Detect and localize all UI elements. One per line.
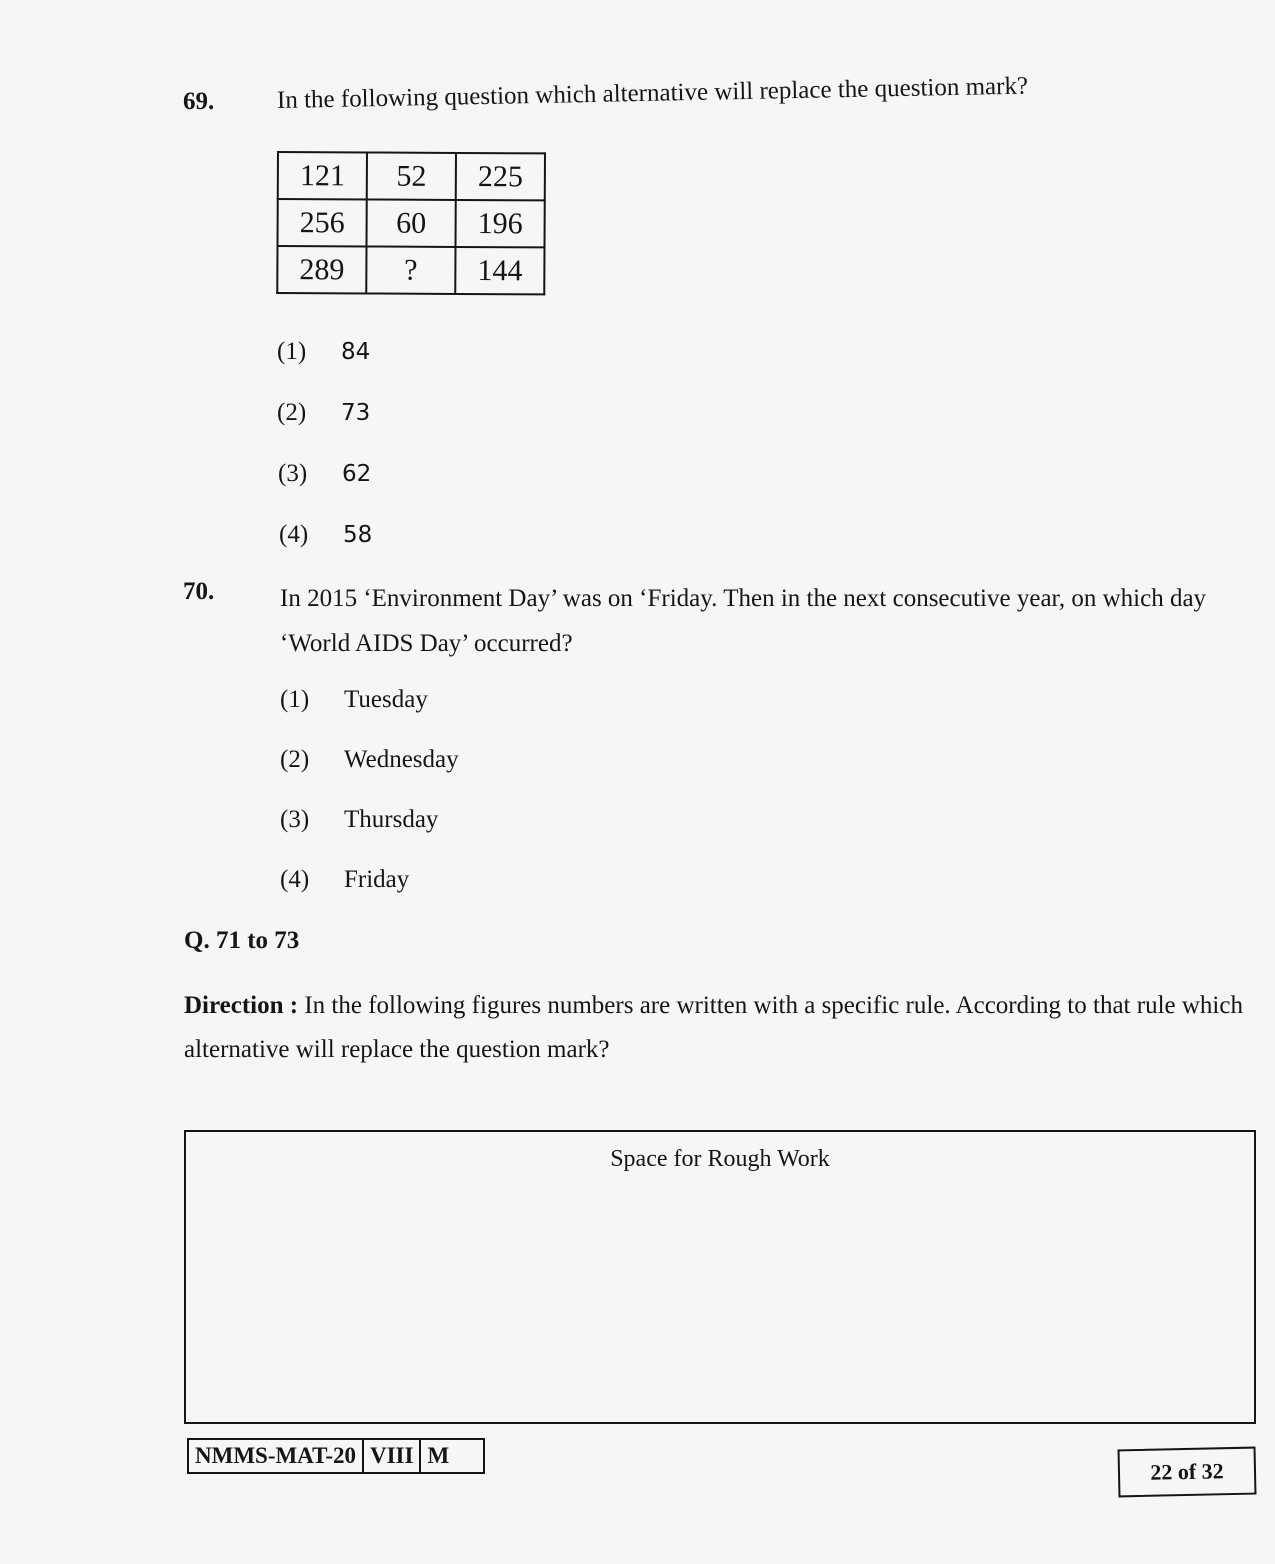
option-number: (3) [278, 460, 308, 487]
grid-row [278, 152, 545, 200]
option-number: (2) [277, 399, 307, 426]
option-value: Tuesday [344, 686, 428, 713]
section-heading: Q. 71 to 73 [184, 927, 300, 954]
question-70-text-line1: In 2015 ‘Environment Day’ was on ‘Friday. Then in the next consecutive year, on which day [280, 585, 1207, 612]
direction-label: Direction : [184, 992, 299, 1019]
number-grid [276, 151, 546, 295]
grid-cell-question-mark: ? [366, 246, 455, 293]
grid-cell: 289 [277, 246, 366, 293]
option-number: (1) [280, 686, 310, 713]
question-70-number: 70. [183, 578, 215, 605]
option-number: (2) [280, 746, 310, 773]
option-value: 58 [343, 522, 373, 548]
option-value: 73 [341, 400, 371, 426]
grid-cell: 121 [278, 152, 367, 199]
q70-option-4 [280, 866, 409, 894]
option-number: (4) [279, 521, 309, 548]
q69-option-3 [278, 460, 371, 488]
grid-cell: 196 [456, 200, 545, 247]
medium-label: M [427, 1443, 450, 1468]
q70-option-3 [280, 806, 438, 834]
question-69-text: In the following question which alternative will replace the question mark? [276, 72, 1029, 114]
grid-cell: 52 [367, 152, 456, 199]
q70-option-2 [280, 746, 459, 774]
grid-cell: 144 [455, 247, 544, 294]
page-number: 22 of 32 [1118, 1447, 1257, 1498]
question-70-text-line2: ‘World AIDS Day’ occurred? [280, 630, 573, 657]
rough-work-box [184, 1130, 1256, 1424]
q69-option-4 [279, 521, 372, 549]
question-69-number: 69. [183, 88, 215, 115]
class-label: VIII [364, 1440, 421, 1472]
direction-paragraph [184, 984, 1254, 1072]
grid-cell: 225 [456, 153, 545, 200]
q69-option-1 [277, 338, 370, 366]
grid-cell: 60 [367, 199, 456, 246]
option-value: Friday [344, 866, 410, 893]
q69-option-2 [277, 399, 370, 427]
direction-text: In the following figures numbers are written with a specific rule. According to that rule which alternative will replace the question mark? [184, 992, 1243, 1063]
grid-row [278, 199, 545, 247]
option-value: 84 [341, 339, 371, 365]
paper-code: NMMS-MAT-20 [189, 1440, 364, 1472]
option-value: Thursday [344, 806, 439, 833]
grid-row [277, 246, 544, 294]
q70-option-1 [280, 686, 428, 714]
rough-work-label: Space for Rough Work [610, 1146, 830, 1172]
option-number: (1) [277, 338, 307, 365]
option-value: 62 [342, 461, 372, 487]
grid-cell: 256 [278, 199, 367, 246]
option-value: Wednesday [344, 746, 459, 773]
paper-code-box [187, 1438, 485, 1474]
option-number: (4) [280, 866, 310, 893]
option-number: (3) [280, 806, 310, 833]
